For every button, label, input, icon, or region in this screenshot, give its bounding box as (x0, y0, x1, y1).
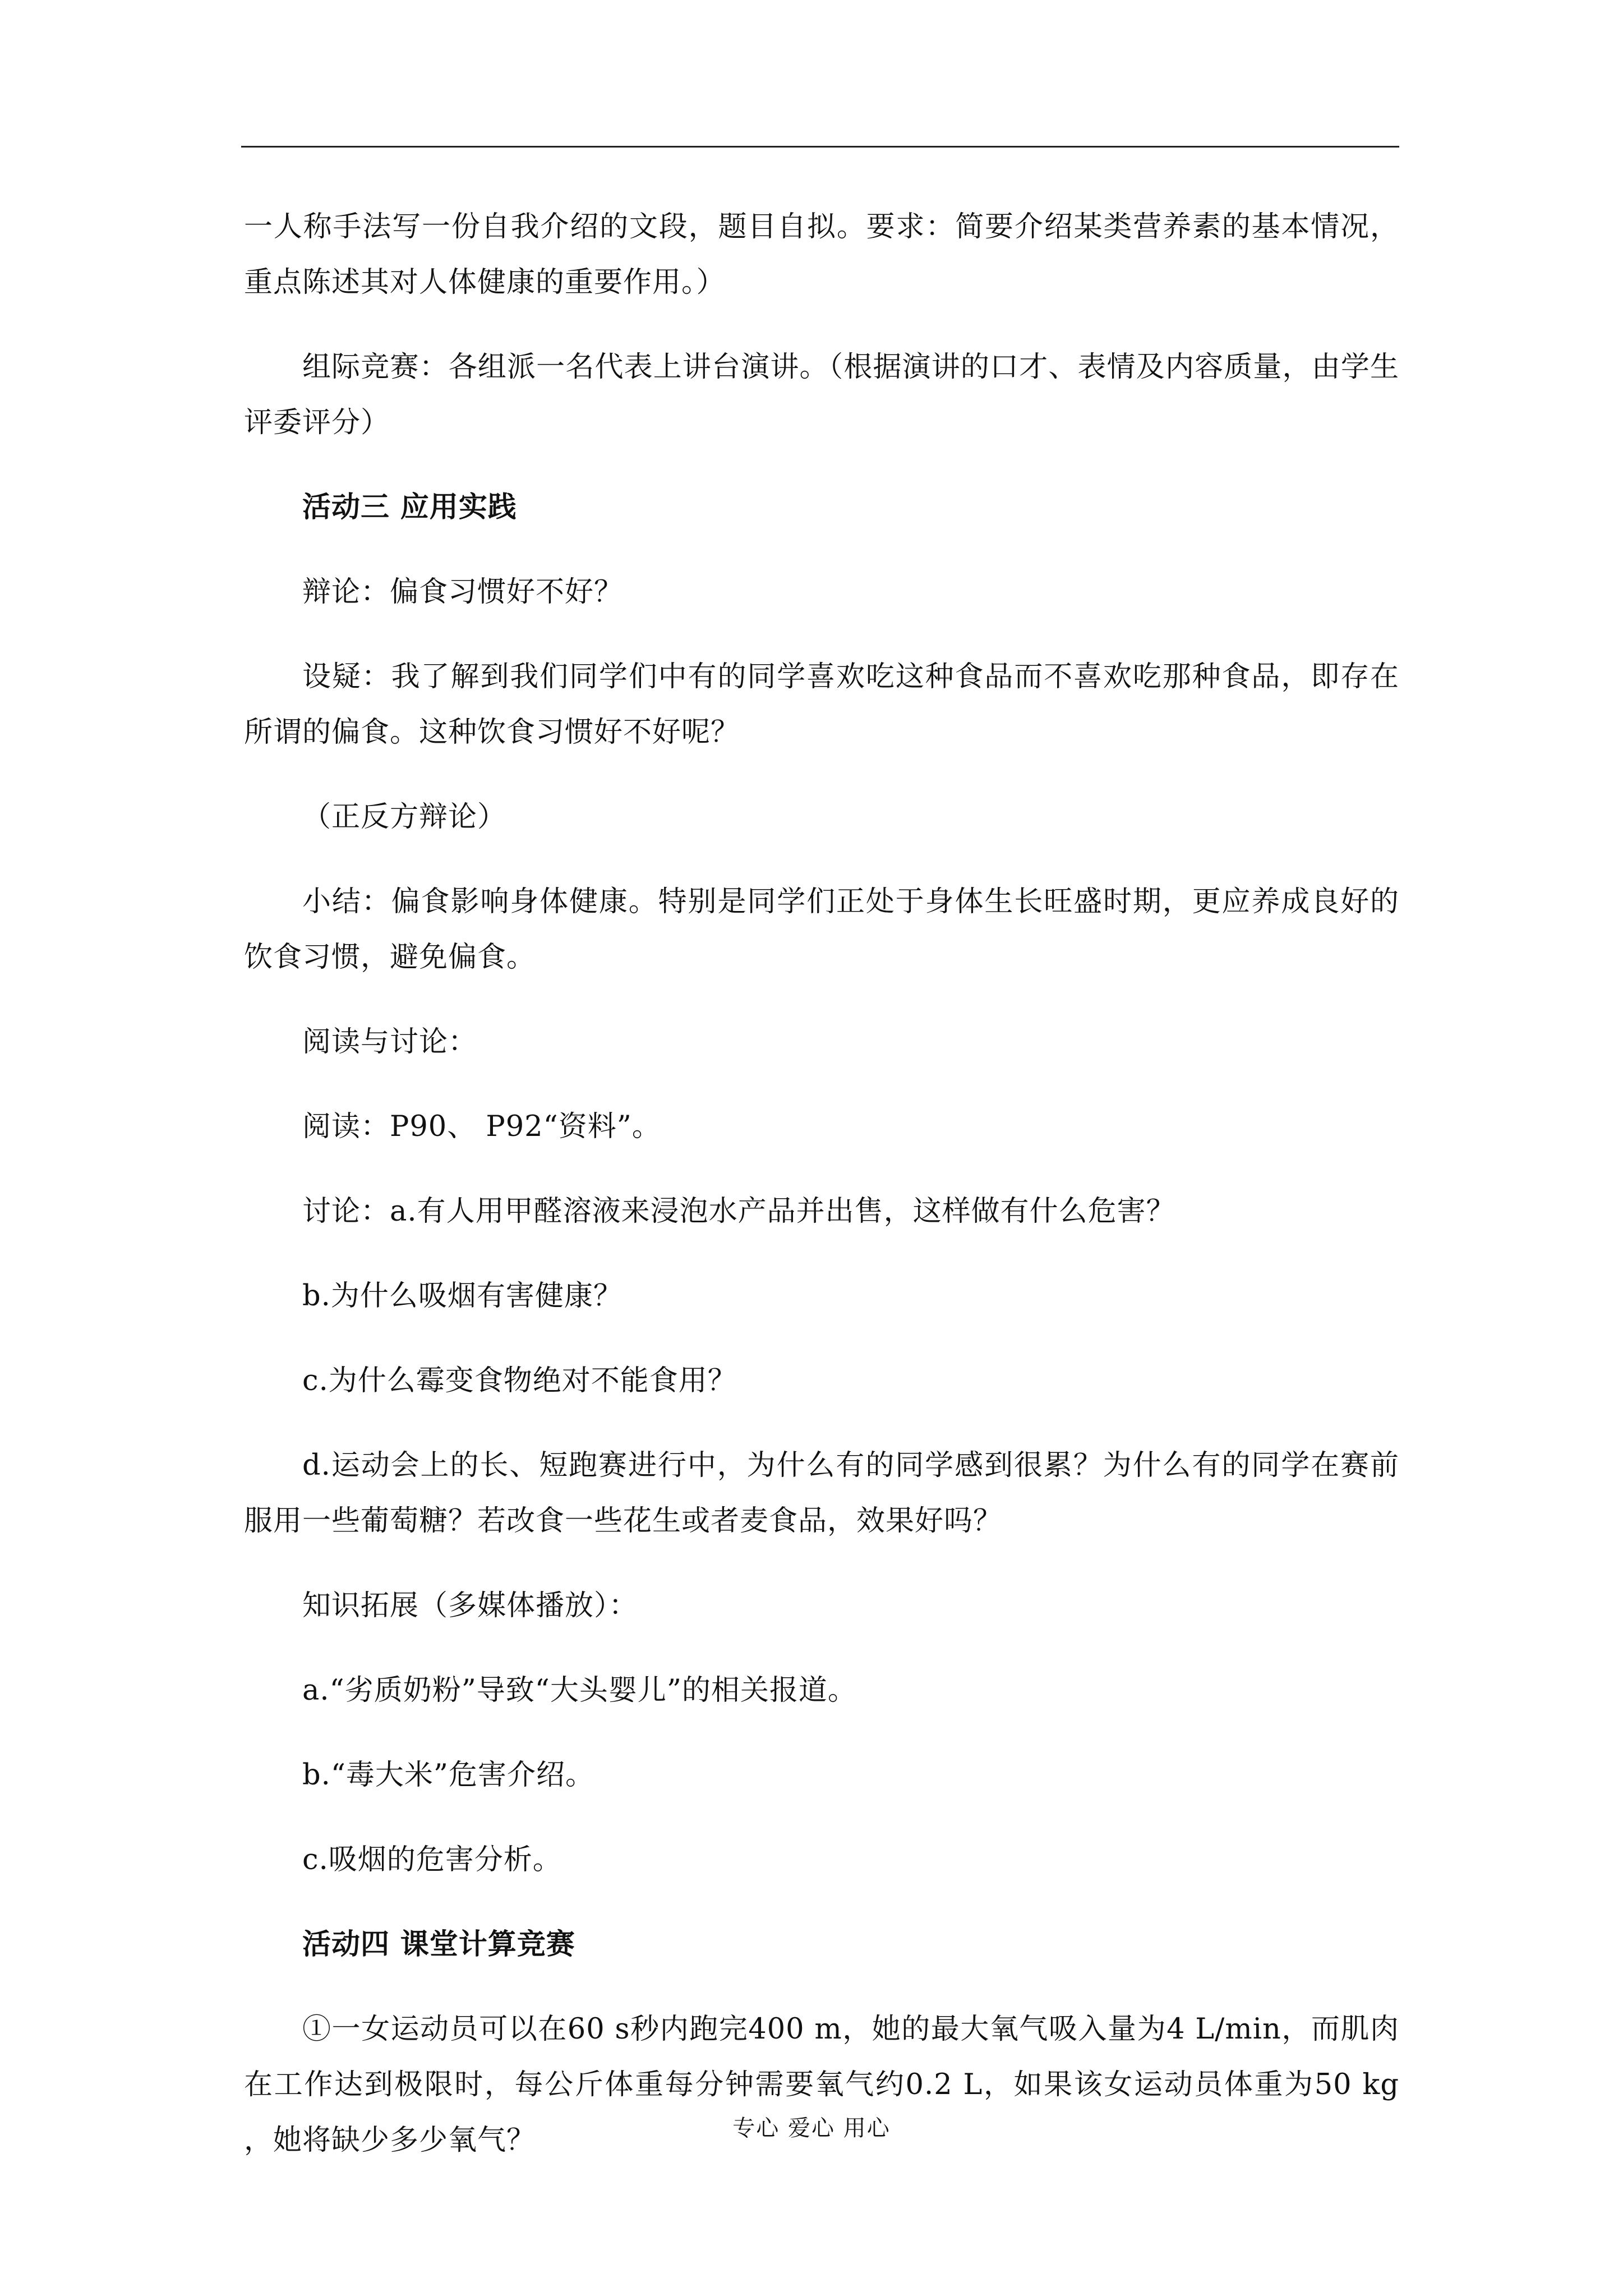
paragraph-debate-sides: （正反方辩论） (302, 800, 507, 834)
paragraph-question: 设疑：我了解到我们同学们中有的同学喜欢吃这种食品而不喜欢吃那种食品，即存在所谓的偏食。这种饮食习惯好不好呢？ (244, 660, 1399, 749)
paragraph-group-contest: 组际竞赛：各组派一名代表上讲台演讲。（根据演讲的口才、表情及内容质量，由学生评委评分） (244, 351, 1399, 439)
heading-activity-four: 活动四 课堂计算竞赛 (302, 1927, 575, 1961)
paragraph-debate: 辩论：偏食习惯好不好？ (302, 576, 624, 609)
document-body (244, 199, 1399, 2197)
paragraph-discussion-d: d.运动会上的长、短跑赛进行中，为什么有的同学感到很累？为什么有的同学在赛前服用一些葡萄糖？若改食一些花生或者麦食品，效果好吗？ (244, 1449, 1399, 1538)
paragraph-extension-a: a.“劣质奶粉”导致“大头婴儿”的相关报道。 (302, 1674, 857, 1707)
paragraph-knowledge-extension: 知识拓展（多媒体播放）： (302, 1589, 638, 1622)
paragraph-discussion-c: c.为什么霉变食物绝对不能食用？ (302, 1364, 737, 1397)
paragraph-summary: 小结：偏食影响身体健康。特别是同学们正处于身体生长旺盛时期，更应养成良好的饮食习惯，避免偏食。 (244, 885, 1399, 974)
heading-activity-three: 活动三 应用实践 (302, 490, 517, 524)
paragraph-discussion-b: b.为什么吸烟有害健康？ (302, 1280, 623, 1313)
paragraph-reading: 阅读：P90、 P92“资料”。 (302, 1110, 661, 1143)
header-rule (241, 146, 1399, 148)
paragraph-intro-continuation: 一人称手法写一份自我介绍的文段，题目自拟。要求：简要介绍某类营养素的基本情况，重点陈述其对人体健康的重要作用。） (244, 210, 1399, 299)
paragraph-calculation-problem: ①一女运动员可以在60 s秒内跑完400 m，她的最大氧气吸入量为4 L/min，而肌肉在工作达到极限时，每公斤体重每分钟需要氧气约0.2 L，如果该女运动员体重为50 kg ，她将缺少多少氧气？ (244, 2013, 1399, 2157)
paragraph-discussion-a: 讨论：a.有人用甲醛溶液来浸泡水产品并出售，这样做有什么危害？ (302, 1195, 1175, 1228)
paragraph-extension-c: c.吸烟的危害分析。 (302, 1843, 562, 1876)
paragraph-extension-b: b.“毒大米”危害介绍。 (302, 1759, 595, 1792)
page-footer: 专心 爱心 用心 (732, 2115, 891, 2141)
paragraph-reading-discussion: 阅读与讨论： (302, 1025, 478, 1059)
